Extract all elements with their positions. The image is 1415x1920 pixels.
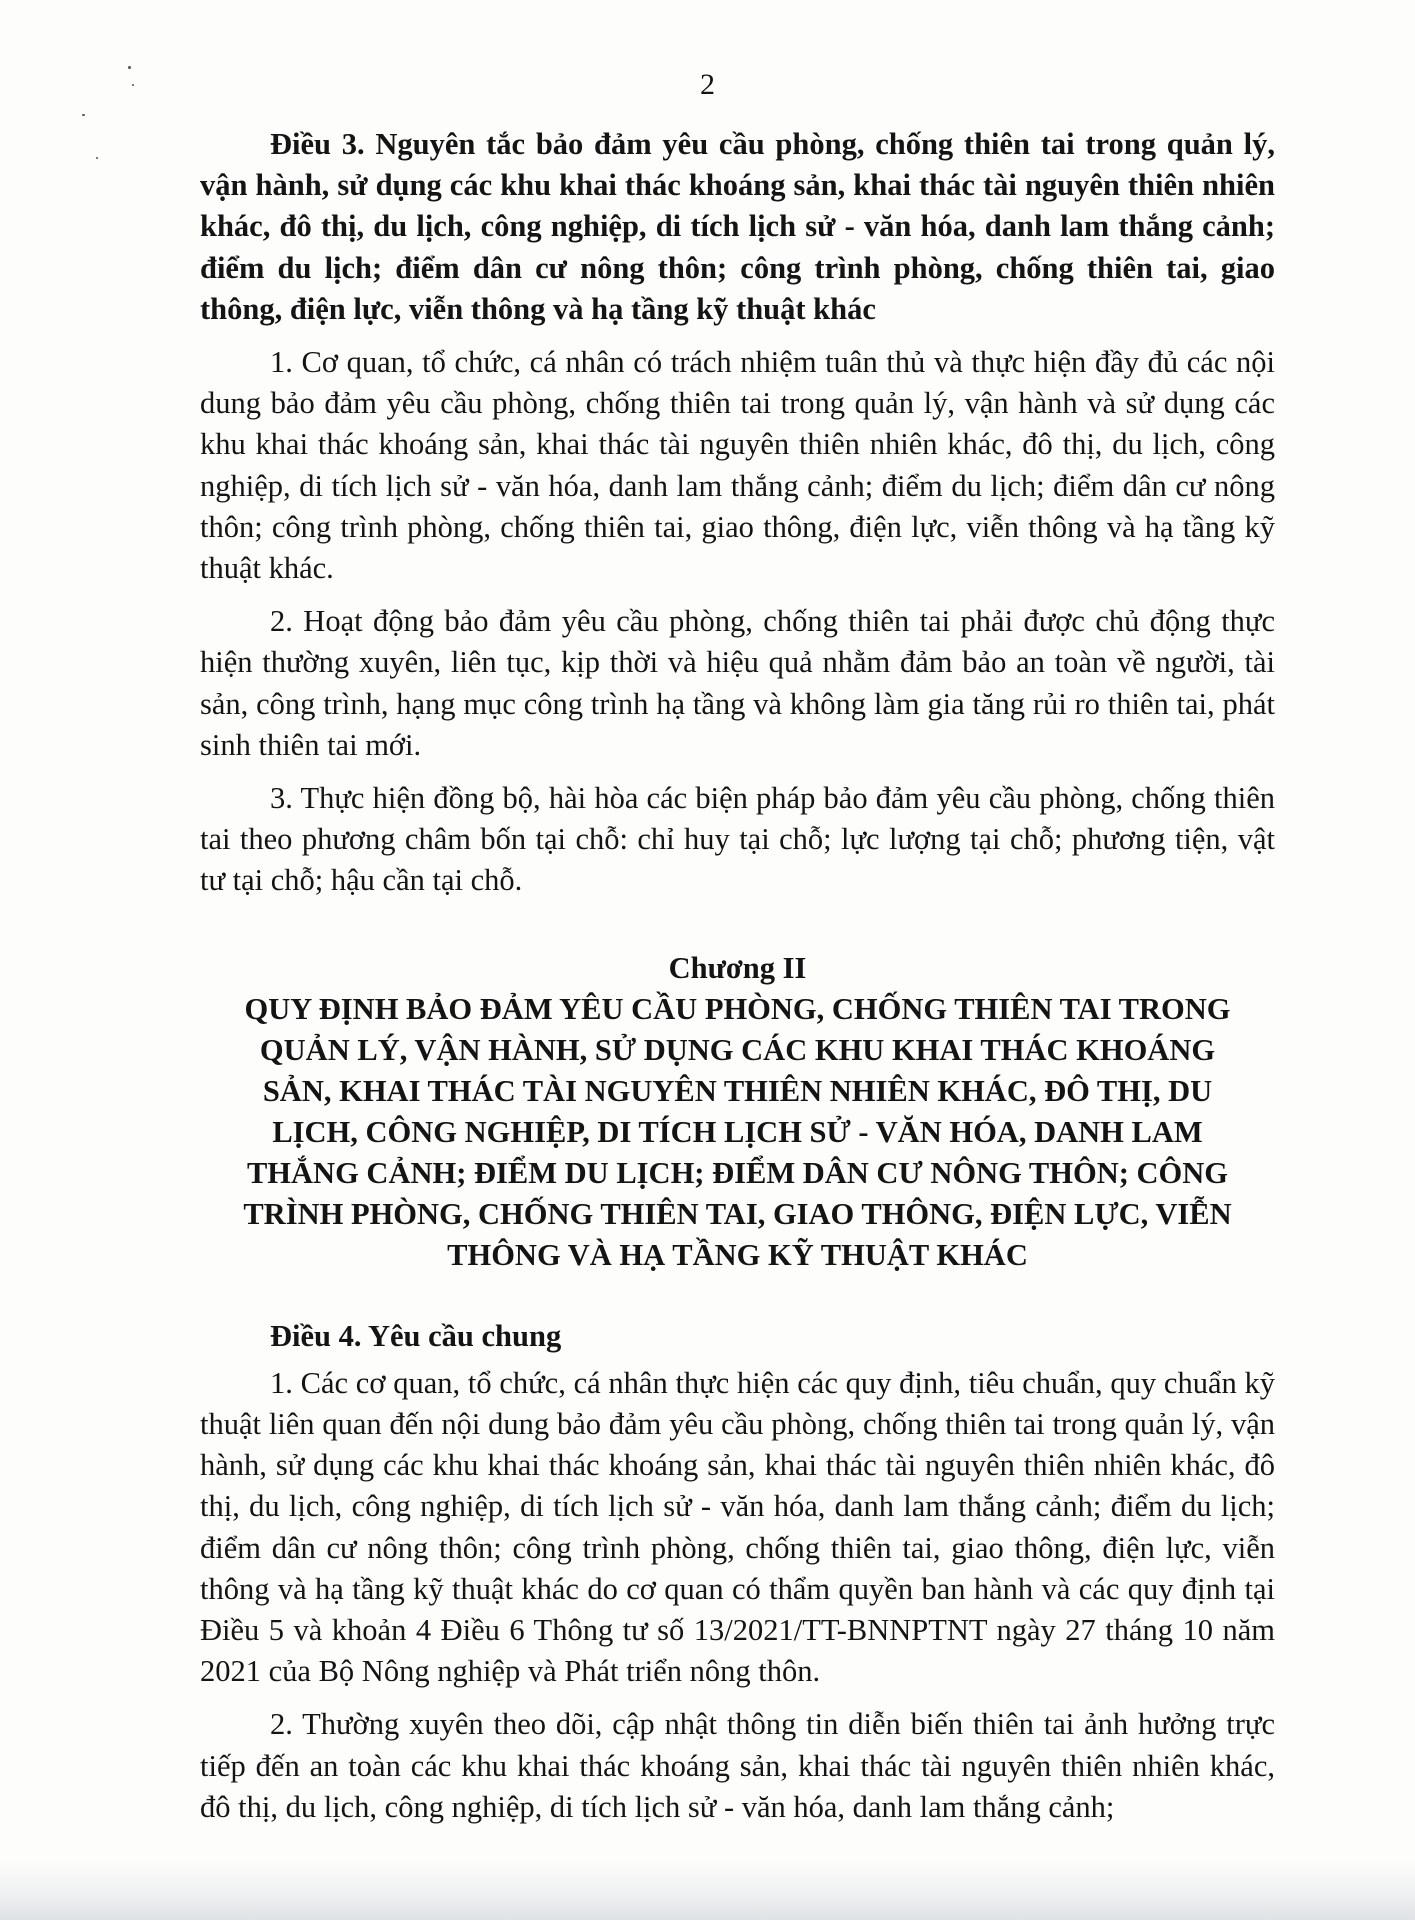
chapter-heading <box>200 948 1275 1276</box>
document-body <box>200 124 1275 1828</box>
scan-speck <box>96 157 98 159</box>
article-3-clause-3: 3. Thực hiện đồng bộ, hài hòa các biện pháp bảo đảm yêu cầu phòng, chống thiên tai theo phương châm bốn tại chỗ: chỉ huy tại chỗ; lực lượng tại chỗ; phương tiện, vật tư tại chỗ; hậu cần tại chỗ. <box>200 781 1275 898</box>
article-3-title: Điều 3. Nguyên tắc bảo đảm yêu cầu phòng, chống thiên tai trong quản lý, vận hành, sử dụng các khu khai thác khoáng sản, khai thác tài nguyên thiên nhiên khác, đô thị, du lịch, công nghiệp, di tích lịch sử - văn hóa, danh lam thắng cảnh; điểm du lịch; điểm dân cư nông thôn; công trình phòng, chống thiên tai, giao thông, điện lực, viễn thông và hạ tầng kỹ thuật khác <box>200 127 1275 326</box>
article-4-clause-2: 2. Thường xuyên theo dõi, cập nhật thông tin diễn biến thiên tai ảnh hưởng trực tiếp đến an toàn các khu khai thác khoáng sản, khai thác tài nguyên thiên nhiên khác, đô thị, du lịch, công nghiệp, di tích lịch sử - văn hóa, danh lam thắng cảnh; <box>200 1707 1275 1824</box>
scan-speck <box>82 114 85 116</box>
chapter-label: Chương II <box>668 950 807 985</box>
article-3-clause-2: 2. Hoạt động bảo đảm yêu cầu phòng, chống thiên tai phải được chủ động thực hiện thường xuyên, liên tục, kịp thời và hiệu quả nhằm đảm bảo an toàn về người, tài sản, công trình, hạng mục công trình hạ tầng và không làm gia tăng rủi ro thiên tai, phát sinh thiên tai mới. <box>200 604 1275 762</box>
page-number: 2 <box>700 68 715 101</box>
article-4-title: Điều 4. Yêu cầu chung <box>270 1318 562 1353</box>
article-4-clause-1: 1. Các cơ quan, tổ chức, cá nhân thực hiện các quy định, tiêu chuẩn, quy chuẩn kỹ thuật liên quan đến nội dung bảo đảm yêu cầu phòng, chống thiên tai trong quản lý, vận hành, sử dụng các khu khai thác khoáng sản, khai thác tài nguyên thiên nhiên khác, đô thị, du lịch, công nghiệp, di tích lịch sử - văn hóa, danh lam thắng cảnh; điểm du lịch; điểm dân cư nông thôn; công trình phòng, chống thiên tai, giao thông, điện lực, viễn thông và hạ tầng kỹ thuật khác do cơ quan có thẩm quyền ban hành và các quy định tại Điều 5 và khoản 4 Điều 6 Thông tư số 13/2021/TT-BNNPTNT ngày 27 tháng 10 năm 2021 của Bộ Nông nghiệp và Phát triển nông thôn. <box>200 1365 1275 1689</box>
chapter-title: QUY ĐỊNH BẢO ĐẢM YÊU CẦU PHÒNG, CHỐNG THIÊN TAI TRONG QUẢN LÝ, VẬN HÀNH, SỬ DỤNG CÁC KHU KHAI THÁC KHOÁNG SẢN, KHAI THÁC TÀI NGUYÊN THIÊN NHIÊN KHÁC, ĐÔ THỊ, DU LỊCH, CÔNG NGHIỆP, DI TÍCH LỊCH SỬ - VĂN HÓA, DANH LAM THẮNG CẢNH; ĐIỂM DU LỊCH; ĐIỂM DÂN CƯ NÔNG THÔN; CÔNG TRÌNH PHÒNG, CHỐNG THIÊN TAI, GIAO THÔNG, ĐIỆN LỰC, VIỄN THÔNG VÀ HẠ TẦNG KỸ THUẬT KHÁC <box>243 991 1232 1272</box>
scan-bottom-edge <box>0 1860 1415 1920</box>
article-3-clause-1: 1. Cơ quan, tổ chức, cá nhân có trách nhiệm tuân thủ và thực hiện đầy đủ các nội dung bảo đảm yêu cầu phòng, chống thiên tai trong quản lý, vận hành và sử dụng các khu khai thác khoáng sản, khai thác tài nguyên thiên nhiên khác, đô thị, du lịch, công nghiệp, di tích lịch sử - văn hóa, danh lam thắng cảnh; điểm du lịch; điểm dân cư nông thôn; công trình phòng, chống thiên tai, giao thông, điện lực, viễn thông và hạ tầng kỹ thuật khác. <box>200 345 1275 586</box>
